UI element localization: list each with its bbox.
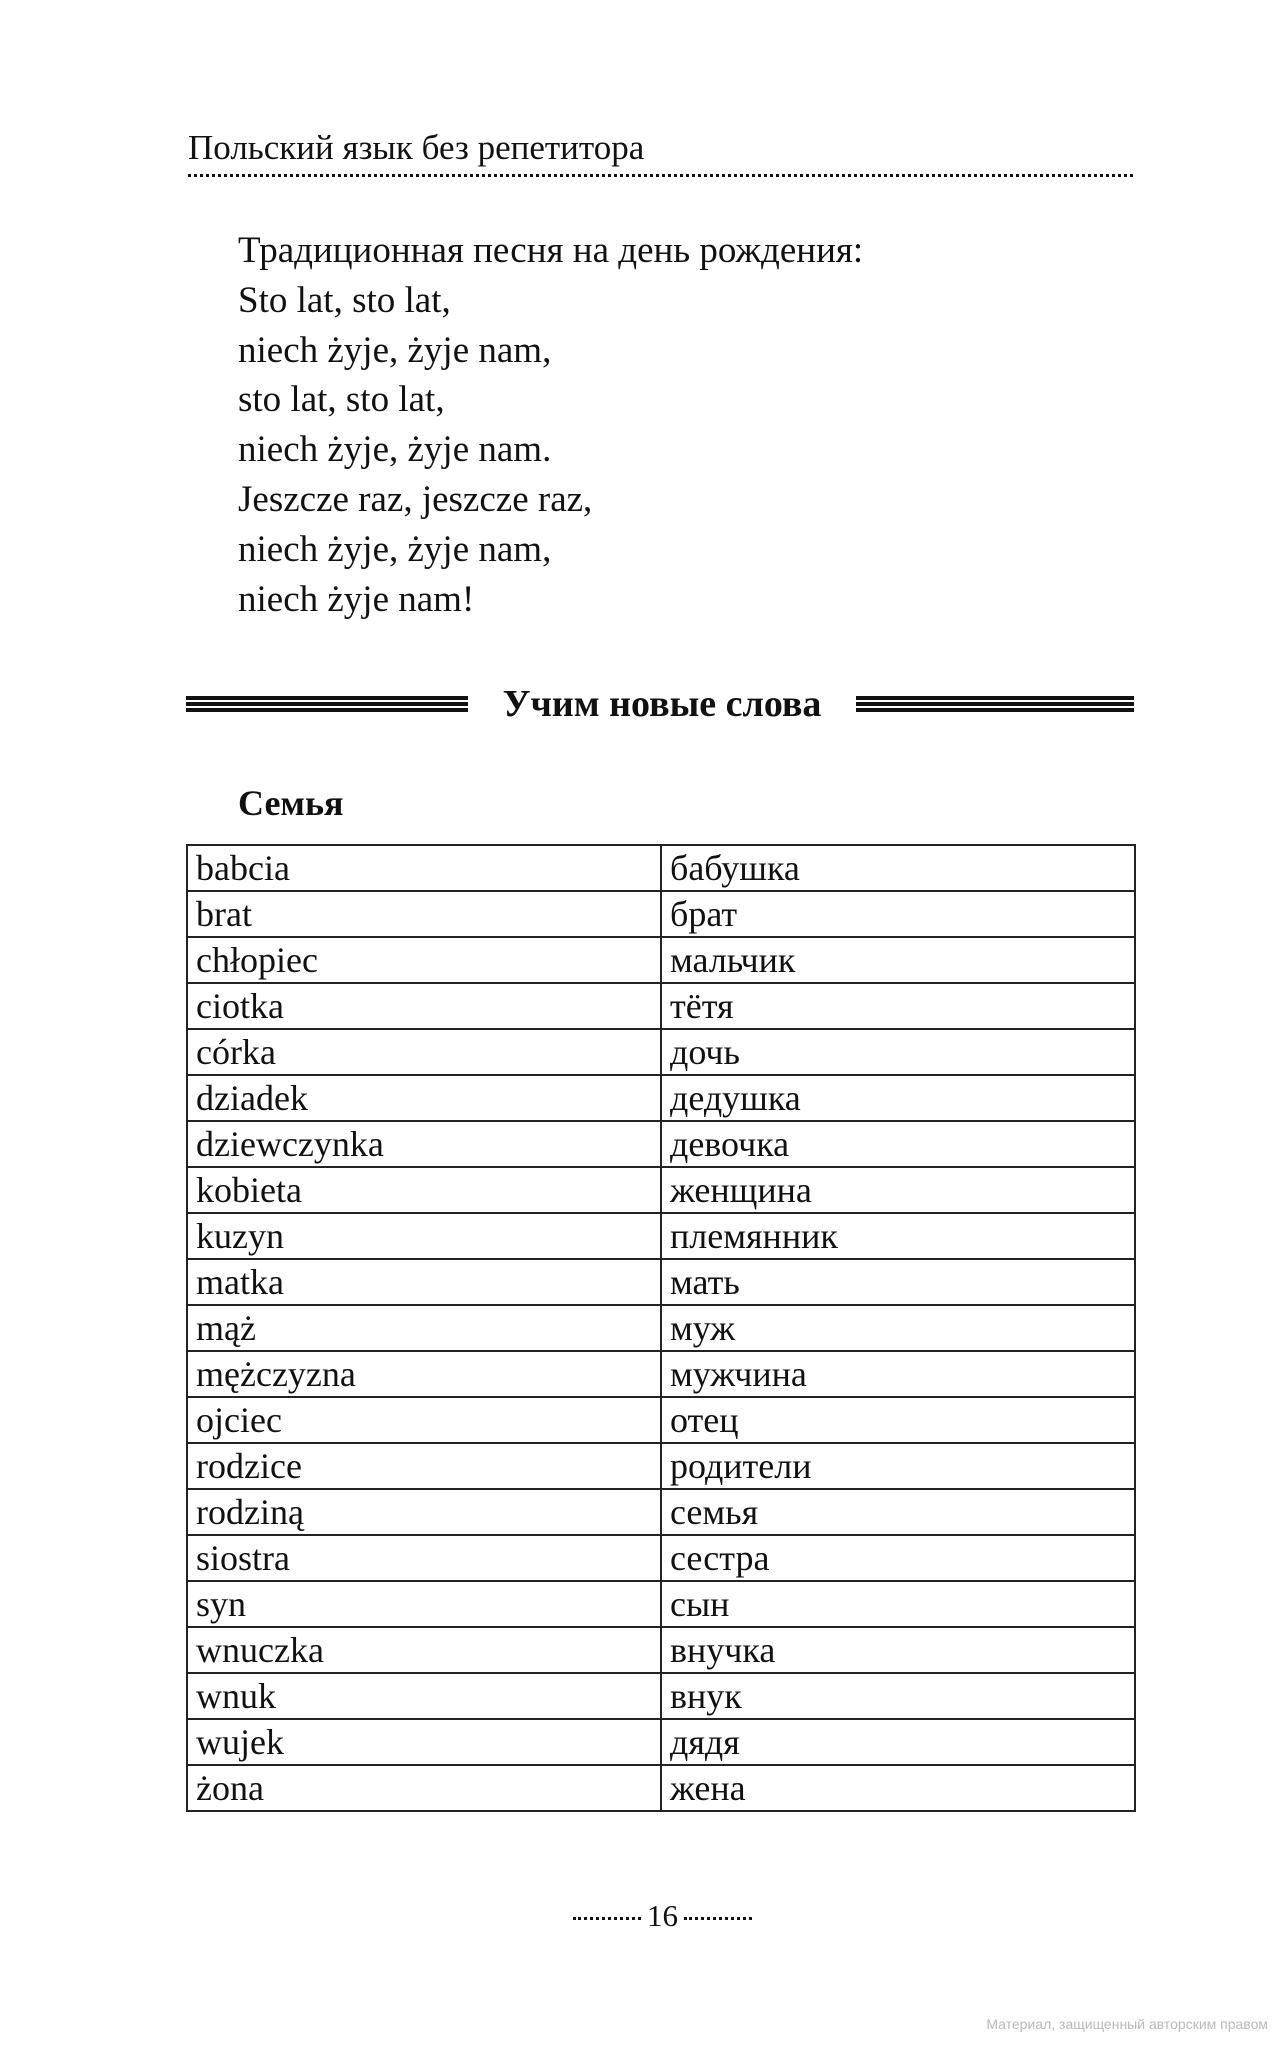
polish-word: babcia	[187, 845, 661, 891]
vocabulary-heading: Семья	[238, 783, 344, 823]
polish-word: chłopiec	[187, 937, 661, 983]
russian-translation: внучка	[661, 1627, 1135, 1673]
table-row	[187, 1213, 1135, 1259]
running-header: Польский язык без репетитора	[188, 128, 645, 167]
russian-translation: бабушка	[661, 845, 1135, 891]
polish-word: ciotka	[187, 983, 661, 1029]
song-line: niech żyje, żyje nam,	[238, 528, 552, 570]
russian-translation: мать	[661, 1259, 1135, 1305]
russian-translation: семья	[661, 1489, 1135, 1535]
table-row	[187, 1029, 1135, 1075]
table-row	[187, 1305, 1135, 1351]
table-row	[187, 983, 1135, 1029]
banner-rule-left	[186, 696, 468, 712]
polish-word: brat	[187, 891, 661, 937]
table-row	[187, 1627, 1135, 1673]
page-footer	[0, 1896, 1280, 1936]
table-row	[187, 1581, 1135, 1627]
vocabulary-table-body	[187, 845, 1135, 1811]
table-row	[187, 1397, 1135, 1443]
page-number: 16	[647, 1898, 678, 1933]
russian-translation: муж	[661, 1305, 1135, 1351]
song-line: niech żyje nam!	[238, 578, 475, 620]
table-row	[187, 1351, 1135, 1397]
polish-word: mąż	[187, 1305, 661, 1351]
russian-translation: мальчик	[661, 937, 1135, 983]
polish-word: kuzyn	[187, 1213, 661, 1259]
russian-translation: девочка	[661, 1121, 1135, 1167]
table-row	[187, 845, 1135, 891]
header-dotted-rule	[188, 174, 1133, 177]
table-row	[187, 1535, 1135, 1581]
russian-translation: тётя	[661, 983, 1135, 1029]
vocabulary-table	[186, 844, 1136, 1812]
copyright-watermark: Материал, защищенный авторским правом	[986, 2016, 1268, 2032]
polish-word: wujek	[187, 1719, 661, 1765]
russian-translation: сын	[661, 1581, 1135, 1627]
polish-word: mężczyzna	[187, 1351, 661, 1397]
russian-translation: дядя	[661, 1719, 1135, 1765]
table-row	[187, 1259, 1135, 1305]
table-row	[187, 1167, 1135, 1213]
russian-translation: родители	[661, 1443, 1135, 1489]
russian-translation: внук	[661, 1673, 1135, 1719]
song-line: Sto lat, sto lat,	[238, 279, 451, 321]
table-row	[187, 891, 1135, 937]
russian-translation: отец	[661, 1397, 1135, 1443]
footer-dots-left	[573, 1917, 641, 1920]
polish-word: ojciec	[187, 1397, 661, 1443]
russian-translation: дедушка	[661, 1075, 1135, 1121]
song-line: Jeszcze raz, jeszcze raz,	[238, 478, 593, 520]
polish-word: córka	[187, 1029, 661, 1075]
polish-word: wnuczka	[187, 1627, 661, 1673]
table-row	[187, 1673, 1135, 1719]
song-line: sto lat, sto lat,	[238, 379, 445, 421]
polish-word: wnuk	[187, 1673, 661, 1719]
russian-translation: дочь	[661, 1029, 1135, 1075]
song-line: niech żyje, żyje nam,	[238, 329, 552, 371]
table-row	[187, 1075, 1135, 1121]
table-row	[187, 1121, 1135, 1167]
footer-dots-right	[684, 1917, 752, 1920]
russian-translation: женщина	[661, 1167, 1135, 1213]
birthday-song	[238, 226, 1138, 624]
table-row	[187, 937, 1135, 983]
table-row	[187, 1489, 1135, 1535]
song-line: niech żyje, żyje nam.	[238, 429, 552, 471]
polish-word: rodziną	[187, 1489, 661, 1535]
table-row	[187, 1719, 1135, 1765]
table-row	[187, 1443, 1135, 1489]
russian-translation: жена	[661, 1765, 1135, 1811]
polish-word: dziewczynka	[187, 1121, 661, 1167]
section-banner	[186, 674, 1134, 734]
polish-word: żona	[187, 1765, 661, 1811]
table-row	[187, 1765, 1135, 1811]
russian-translation: мужчина	[661, 1351, 1135, 1397]
section-title: Учим новые слова	[502, 683, 822, 725]
banner-rule-right	[856, 696, 1134, 712]
song-intro: Традиционная песня на день рождения:	[238, 230, 864, 271]
russian-translation: племянник	[661, 1213, 1135, 1259]
polish-word: kobieta	[187, 1167, 661, 1213]
polish-word: syn	[187, 1581, 661, 1627]
russian-translation: сестра	[661, 1535, 1135, 1581]
russian-translation: брат	[661, 891, 1135, 937]
polish-word: matka	[187, 1259, 661, 1305]
polish-word: dziadek	[187, 1075, 661, 1121]
polish-word: siostra	[187, 1535, 661, 1581]
polish-word: rodzice	[187, 1443, 661, 1489]
